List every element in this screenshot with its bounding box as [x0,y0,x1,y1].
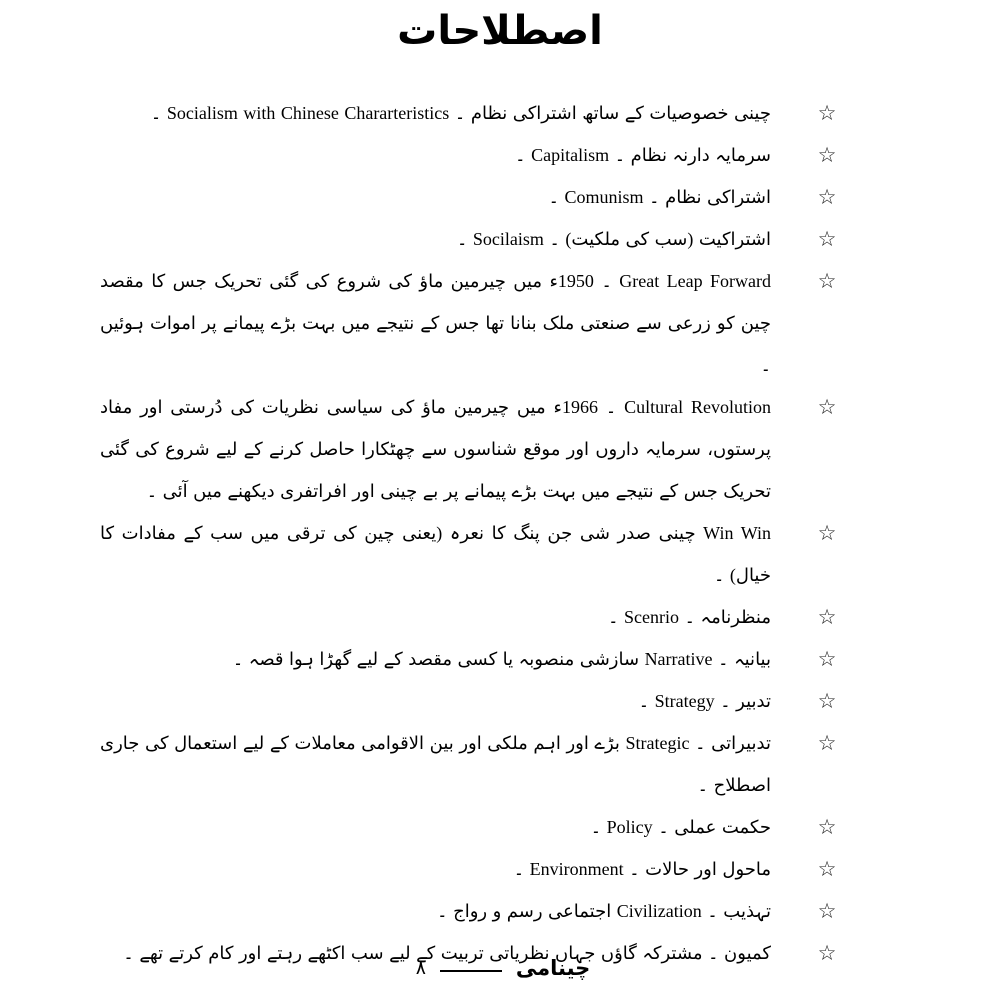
glossary-entry [100,218,843,260]
glossary-entry [100,890,843,932]
page-title: اصطلاحات [397,8,603,53]
glossary-entry [100,260,843,386]
star-bullet-icon: ☆ [817,521,837,545]
star-bullet-icon: ☆ [817,143,837,167]
glossary-entry [100,806,843,848]
star-bullet-icon: ☆ [817,647,837,671]
entry-text: تہذیب ۔ Civilization اجتماعی رسم و رواج ۔ [437,901,771,921]
entry-text: منظرنامہ ۔ Scenrio ۔ [607,607,771,627]
star-bullet-icon: ☆ [817,227,837,251]
star-bullet-icon: ☆ [817,269,837,293]
entry-text: بیانیہ ۔ Narrative سازشی منصوبہ یا کسی مقصد کے لیے گھڑا ہوا قصہ ۔ [232,649,771,669]
glossary-list [100,92,843,974]
glossary-entry [100,848,843,890]
entry-text: اشتراکیت (سب کی ملکیت) ۔ Socilaism ۔ [456,229,771,249]
footer-book-title: چینامی [515,956,591,980]
entry-text: Cultural Revolution ۔ 1966ء میں چیرمین ماؤ کی سیاسی نظریات کی دُرستی اور مفاد پرستوں، سرمایہ داروں اور موقع شناسوں سے چھٹکارا حاصل کرنے کے لیے شروع کی گئی تحریک جس کے نتیجے میں بہت بڑے پیمانے پر بے چینی اور افراتفری دیکھنے میں آئی ۔ [100,397,771,501]
star-bullet-icon: ☆ [817,689,837,713]
page-footer [0,956,1000,981]
entry-text: اشتراکی نظام ۔ Comunism ۔ [548,187,771,207]
glossary-entry [100,386,843,512]
star-bullet-icon: ☆ [817,731,837,755]
glossary-entry [100,680,843,722]
entry-text: Great Leap Forward ۔ 1950ء میں چیرمین ماؤ کی شروع کی گئی تحریک جس کا مقصد چین کو زرعی سے صنعتی ملک بنانا تھا جس کے نتیجے میں بہت بڑے پیمانے پر اموات ہوئیں ۔ [100,271,771,375]
entry-text: سرمایہ دارنہ نظام ۔ Capitalism ۔ [515,145,771,165]
entry-text: کمیون ۔ مشترکہ گاؤں جہاں نظریاتی تربیت کے لیے سب اکٹھے رہتے اور کام کرتے تھے ۔ [123,943,771,963]
glossary-entry [100,92,843,134]
glossary-entry [100,722,843,806]
glossary-entry [100,596,843,638]
star-bullet-icon: ☆ [817,395,837,419]
star-bullet-icon: ☆ [817,605,837,629]
entry-text: ماحول اور حالات ۔ Environment ۔ [513,859,771,879]
entry-text: Win Win چینی صدر شی جن پنگ کا نعرہ (یعنی چین کی ترقی میں سب کے مفادات کا خیال) ۔ [100,523,771,585]
glossary-entry [100,176,843,218]
entry-text: چینی خصوصیات کے ساتھ اشتراکی نظام ۔ Socialism with Chinese Chararteristics ۔ [150,103,771,123]
glossary-entry [100,512,843,596]
star-bullet-icon: ☆ [817,815,837,839]
star-bullet-icon: ☆ [817,941,837,965]
glossary-entry [100,638,843,680]
footer-rule [440,970,502,972]
star-bullet-icon: ☆ [817,857,837,881]
star-bullet-icon: ☆ [817,899,837,923]
entry-text: تدبیراتی ۔ Strategic بڑے اور اہم ملکی اور بین الاقوامی معاملات کے لیے استعمال کی جاری اصطلاح ۔ [100,733,771,795]
star-bullet-icon: ☆ [817,185,837,209]
entry-text: حکمت عملی ۔ Policy ۔ [590,817,771,837]
footer-page-number: ۸ [415,958,426,979]
glossary-entry [100,134,843,176]
entry-text: تدبیر ۔ Strategy ۔ [638,691,771,711]
star-bullet-icon: ☆ [817,101,837,125]
